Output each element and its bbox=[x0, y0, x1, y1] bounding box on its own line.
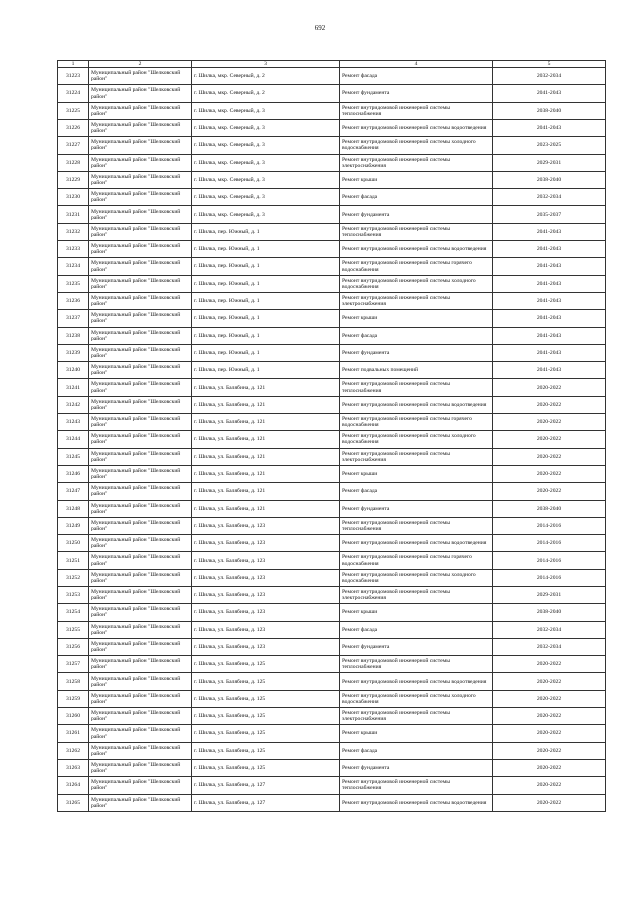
row-number-cell: 31251 bbox=[58, 552, 89, 569]
municipality-cell: Муниципальный район "Шелковский район" bbox=[89, 137, 192, 154]
work-type-cell: Ремонт крыши bbox=[340, 465, 493, 482]
work-type-cell: Ремонт фасада bbox=[340, 742, 493, 759]
work-type-cell: Ремонт фасада bbox=[340, 68, 493, 85]
table-row bbox=[58, 517, 606, 534]
row-number-cell: 31236 bbox=[58, 292, 89, 309]
address-cell: г. Шилка, пер. Южный, д. 1 bbox=[192, 241, 340, 258]
table-row bbox=[58, 171, 606, 188]
municipality-cell: Муниципальный район "Шелковский район" bbox=[89, 431, 192, 448]
address-cell: г. Шилка, ул. Балябина, д. 123 bbox=[192, 604, 340, 621]
address-cell: г. Шилка, пер. Южный, д. 1 bbox=[192, 275, 340, 292]
address-cell: г. Шилка, пер. Южный, д. 1 bbox=[192, 310, 340, 327]
row-number-cell: 31258 bbox=[58, 673, 89, 690]
period-cell: 2014-2016 bbox=[493, 535, 606, 552]
row-number-cell: 31231 bbox=[58, 206, 89, 223]
municipality-cell: Муниципальный район "Шелковский район" bbox=[89, 189, 192, 206]
row-number-cell: 31244 bbox=[58, 431, 89, 448]
period-cell: 2032-2034 bbox=[493, 621, 606, 638]
row-number-cell: 31224 bbox=[58, 85, 89, 102]
municipality-cell: Муниципальный район "Шелковский район" bbox=[89, 292, 192, 309]
municipality-cell: Муниципальный район "Шелковский район" bbox=[89, 241, 192, 258]
table-row bbox=[58, 569, 606, 586]
municipality-cell: Муниципальный район "Шелковский район" bbox=[89, 638, 192, 655]
address-cell: г. Шилка, мкр. Северный, д. 3 bbox=[192, 119, 340, 136]
work-type-cell: Ремонт внутридомовой инженерной системы электроснабжения bbox=[340, 154, 493, 171]
table-row bbox=[58, 656, 606, 673]
work-type-cell: Ремонт фундамента bbox=[340, 759, 493, 776]
table-row bbox=[58, 448, 606, 465]
period-cell: 2029-2031 bbox=[493, 587, 606, 604]
row-number-cell: 31234 bbox=[58, 258, 89, 275]
row-number-cell: 31242 bbox=[58, 396, 89, 413]
period-cell: 2038-2040 bbox=[493, 500, 606, 517]
row-number-cell: 31265 bbox=[58, 794, 89, 811]
work-type-cell: Ремонт внутридомовой инженерной системы холодного водоснабжения bbox=[340, 137, 493, 154]
work-type-cell: Ремонт внутридомовой инженерной системы теплоснабжения bbox=[340, 777, 493, 794]
period-cell: 2020-2022 bbox=[493, 759, 606, 776]
table-row bbox=[58, 154, 606, 171]
period-cell: 2020-2022 bbox=[493, 708, 606, 725]
work-type-cell: Ремонт крыши bbox=[340, 171, 493, 188]
header-row bbox=[58, 61, 606, 68]
period-cell: 2020-2022 bbox=[493, 414, 606, 431]
address-cell: г. Шилка, ул. Балябина, д. 121 bbox=[192, 483, 340, 500]
work-type-cell: Ремонт фасада bbox=[340, 483, 493, 500]
work-type-cell: Ремонт внутридомовой инженерной системы теплоснабжения bbox=[340, 102, 493, 119]
work-type-cell: Ремонт внутридомовой инженерной системы горячего водоснабжения bbox=[340, 258, 493, 275]
work-type-cell: Ремонт фундамента bbox=[340, 638, 493, 655]
municipality-cell: Муниципальный район "Шелковский район" bbox=[89, 414, 192, 431]
address-cell: г. Шилка, ул. Балябина, д. 127 bbox=[192, 777, 340, 794]
work-type-cell: Ремонт внутридомовой инженерной системы теплоснабжения bbox=[340, 379, 493, 396]
work-type-cell: Ремонт внутридомовой инженерной системы горячего водоснабжения bbox=[340, 552, 493, 569]
address-cell: г. Шилка, ул. Балябина, д. 125 bbox=[192, 759, 340, 776]
period-cell: 2020-2022 bbox=[493, 742, 606, 759]
work-type-cell: Ремонт фундамента bbox=[340, 344, 493, 361]
table-row bbox=[58, 604, 606, 621]
municipality-cell: Муниципальный район "Шелковский район" bbox=[89, 673, 192, 690]
address-cell: г. Шилка, ул. Балябина, д. 121 bbox=[192, 414, 340, 431]
row-number-cell: 31233 bbox=[58, 241, 89, 258]
row-number-cell: 31252 bbox=[58, 569, 89, 586]
address-cell: г. Шилка, ул. Балябина, д. 125 bbox=[192, 690, 340, 707]
row-number-cell: 31246 bbox=[58, 465, 89, 482]
table-row bbox=[58, 275, 606, 292]
address-cell: г. Шилка, ул. Балябина, д. 121 bbox=[192, 448, 340, 465]
row-number-cell: 31227 bbox=[58, 137, 89, 154]
municipality-cell: Муниципальный район "Шелковский район" bbox=[89, 742, 192, 759]
table-row bbox=[58, 777, 606, 794]
address-cell: г. Шилка, ул. Балябина, д. 125 bbox=[192, 725, 340, 742]
address-cell: г. Шилка, пер. Южный, д. 1 bbox=[192, 344, 340, 361]
municipality-cell: Муниципальный район "Шелковский район" bbox=[89, 759, 192, 776]
row-number-cell: 31243 bbox=[58, 414, 89, 431]
work-type-cell: Ремонт внутридомовой инженерной системы электроснабжения bbox=[340, 587, 493, 604]
period-cell: 2038-2040 bbox=[493, 102, 606, 119]
work-type-cell: Ремонт внутридомовой инженерной системы водоотведения bbox=[340, 794, 493, 811]
table-row bbox=[58, 483, 606, 500]
address-cell: г. Шилка, ул. Балябина, д. 121 bbox=[192, 379, 340, 396]
period-cell: 2014-2016 bbox=[493, 552, 606, 569]
row-number-cell: 31232 bbox=[58, 223, 89, 240]
municipality-cell: Муниципальный район "Шелковский район" bbox=[89, 85, 192, 102]
address-cell: г. Шилка, ул. Балябина, д. 121 bbox=[192, 396, 340, 413]
work-type-cell: Ремонт внутридомовой инженерной системы водоотведения bbox=[340, 396, 493, 413]
table-row bbox=[58, 587, 606, 604]
municipality-cell: Муниципальный район "Шелковский район" bbox=[89, 362, 192, 379]
address-cell: г. Шилка, ул. Балябина, д. 125 bbox=[192, 742, 340, 759]
address-cell: г. Шилка, мкр. Северный, д. 3 bbox=[192, 137, 340, 154]
address-cell: г. Шилка, ул. Балябина, д. 123 bbox=[192, 552, 340, 569]
work-type-cell: Ремонт фундамента bbox=[340, 85, 493, 102]
period-cell: 2041-2043 bbox=[493, 241, 606, 258]
address-cell: г. Шилка, мкр. Северный, д. 2 bbox=[192, 68, 340, 85]
municipality-cell: Муниципальный район "Шелковский район" bbox=[89, 708, 192, 725]
table-row bbox=[58, 119, 606, 136]
period-cell: 2041-2043 bbox=[493, 292, 606, 309]
row-number-cell: 31254 bbox=[58, 604, 89, 621]
table-row bbox=[58, 552, 606, 569]
table-row bbox=[58, 362, 606, 379]
municipality-cell: Муниципальный район "Шелковский район" bbox=[89, 68, 192, 85]
address-cell: г. Шилка, мкр. Северный, д. 2 bbox=[192, 85, 340, 102]
municipality-cell: Муниципальный район "Шелковский район" bbox=[89, 656, 192, 673]
municipality-cell: Муниципальный район "Шелковский район" bbox=[89, 690, 192, 707]
municipality-cell: Муниципальный район "Шелковский район" bbox=[89, 535, 192, 552]
address-cell: г. Шилка, ул. Балябина, д. 123 bbox=[192, 517, 340, 534]
table-row bbox=[58, 241, 606, 258]
municipality-cell: Муниципальный район "Шелковский район" bbox=[89, 275, 192, 292]
table-row bbox=[58, 189, 606, 206]
work-type-cell: Ремонт внутридомовой инженерной системы водоотведения bbox=[340, 535, 493, 552]
row-number-cell: 31229 bbox=[58, 171, 89, 188]
table-row bbox=[58, 102, 606, 119]
work-type-cell: Ремонт внутридомовой инженерной системы холодного водоснабжения bbox=[340, 275, 493, 292]
period-cell: 2020-2022 bbox=[493, 690, 606, 707]
row-number-cell: 31256 bbox=[58, 638, 89, 655]
period-cell: 2038-2040 bbox=[493, 604, 606, 621]
table-row bbox=[58, 794, 606, 811]
table-row bbox=[58, 414, 606, 431]
municipality-cell: Муниципальный район "Шелковский район" bbox=[89, 552, 192, 569]
row-number-cell: 31262 bbox=[58, 742, 89, 759]
table-row bbox=[58, 292, 606, 309]
row-number-cell: 31260 bbox=[58, 708, 89, 725]
page-number: 692 bbox=[314, 24, 326, 32]
address-cell: г. Шилка, ул. Балябина, д. 125 bbox=[192, 656, 340, 673]
row-number-cell: 31230 bbox=[58, 189, 89, 206]
work-type-cell: Ремонт фундамента bbox=[340, 206, 493, 223]
row-number-cell: 31241 bbox=[58, 379, 89, 396]
address-cell: г. Шилка, ул. Балябина, д. 125 bbox=[192, 673, 340, 690]
row-number-cell: 31263 bbox=[58, 759, 89, 776]
address-cell: г. Шилка, мкр. Северный, д. 3 bbox=[192, 206, 340, 223]
table-row bbox=[58, 310, 606, 327]
period-cell: 2032-2034 bbox=[493, 638, 606, 655]
work-type-cell: Ремонт фасада bbox=[340, 327, 493, 344]
table-row bbox=[58, 344, 606, 361]
table-row bbox=[58, 68, 606, 85]
municipality-cell: Муниципальный район "Шелковский район" bbox=[89, 621, 192, 638]
period-cell: 2020-2022 bbox=[493, 777, 606, 794]
table-row bbox=[58, 327, 606, 344]
row-number-cell: 31235 bbox=[58, 275, 89, 292]
address-cell: г. Шилка, мкр. Северный, д. 3 bbox=[192, 189, 340, 206]
table-row bbox=[58, 621, 606, 638]
work-type-cell: Ремонт внутридомовой инженерной системы горячего водоснабжения bbox=[340, 414, 493, 431]
address-cell: г. Шилка, ул. Балябина, д. 121 bbox=[192, 500, 340, 517]
row-number-cell: 31249 bbox=[58, 517, 89, 534]
municipality-cell: Муниципальный район "Шелковский район" bbox=[89, 102, 192, 119]
table-header bbox=[58, 61, 606, 68]
row-number-cell: 31253 bbox=[58, 587, 89, 604]
row-number-cell: 31225 bbox=[58, 102, 89, 119]
work-type-cell: Ремонт крыши bbox=[340, 604, 493, 621]
work-type-cell: Ремонт крыши bbox=[340, 725, 493, 742]
period-cell: 2041-2043 bbox=[493, 258, 606, 275]
address-cell: г. Шилка, мкр. Северный, д. 3 bbox=[192, 154, 340, 171]
work-type-cell: Ремонт внутридомовой инженерной системы теплоснабжения bbox=[340, 656, 493, 673]
work-type-cell: Ремонт подвальных помещений bbox=[340, 362, 493, 379]
header-col-5: 5 bbox=[493, 61, 606, 68]
row-number-cell: 31238 bbox=[58, 327, 89, 344]
address-cell: г. Шилка, мкр. Северный, д. 3 bbox=[192, 102, 340, 119]
table-row bbox=[58, 690, 606, 707]
work-type-cell: Ремонт внутридомовой инженерной системы водоотведения bbox=[340, 119, 493, 136]
municipality-cell: Муниципальный район "Шелковский район" bbox=[89, 569, 192, 586]
address-cell: г. Шилка, ул. Балябина, д. 123 bbox=[192, 638, 340, 655]
period-cell: 2041-2043 bbox=[493, 119, 606, 136]
row-number-cell: 31264 bbox=[58, 777, 89, 794]
address-cell: г. Шилка, мкр. Северный, д. 3 bbox=[192, 171, 340, 188]
period-cell: 2020-2022 bbox=[493, 673, 606, 690]
period-cell: 2038-2040 bbox=[493, 171, 606, 188]
period-cell: 2014-2016 bbox=[493, 517, 606, 534]
work-type-cell: Ремонт внутридомовой инженерной системы холодного водоснабжения bbox=[340, 569, 493, 586]
address-cell: г. Шилка, ул. Балябина, д. 121 bbox=[192, 465, 340, 482]
period-cell: 2014-2016 bbox=[493, 569, 606, 586]
municipality-cell: Муниципальный район "Шелковский район" bbox=[89, 465, 192, 482]
period-cell: 2041-2043 bbox=[493, 344, 606, 361]
municipality-cell: Муниципальный район "Шелковский район" bbox=[89, 396, 192, 413]
address-cell: г. Шилка, ул. Балябина, д. 121 bbox=[192, 431, 340, 448]
municipality-cell: Муниципальный район "Шелковский район" bbox=[89, 154, 192, 171]
work-type-cell: Ремонт внутридомовой инженерной системы теплоснабжения bbox=[340, 517, 493, 534]
period-cell: 2020-2022 bbox=[493, 396, 606, 413]
municipality-cell: Муниципальный район "Шелковский район" bbox=[89, 725, 192, 742]
row-number-cell: 31261 bbox=[58, 725, 89, 742]
row-number-cell: 31237 bbox=[58, 310, 89, 327]
table-row bbox=[58, 759, 606, 776]
period-cell: 2020-2022 bbox=[493, 656, 606, 673]
municipality-cell: Муниципальный район "Шелковский район" bbox=[89, 258, 192, 275]
period-cell: 2020-2022 bbox=[493, 483, 606, 500]
row-number-cell: 31245 bbox=[58, 448, 89, 465]
register-table bbox=[57, 60, 606, 812]
work-type-cell: Ремонт внутридомовой инженерной системы водоотведения bbox=[340, 673, 493, 690]
work-type-cell: Ремонт внутридомовой инженерной системы водоотведения bbox=[340, 241, 493, 258]
work-type-cell: Ремонт внутридомовой инженерной системы электроснабжения bbox=[340, 448, 493, 465]
table-row bbox=[58, 223, 606, 240]
municipality-cell: Муниципальный район "Шелковский район" bbox=[89, 119, 192, 136]
header-col-2: 2 bbox=[89, 61, 192, 68]
period-cell: 2020-2022 bbox=[493, 794, 606, 811]
period-cell: 2041-2043 bbox=[493, 275, 606, 292]
period-cell: 2020-2022 bbox=[493, 448, 606, 465]
period-cell: 2041-2043 bbox=[493, 327, 606, 344]
address-cell: г. Шилка, ул. Балябина, д. 123 bbox=[192, 621, 340, 638]
municipality-cell: Муниципальный район "Шелковский район" bbox=[89, 379, 192, 396]
row-number-cell: 31248 bbox=[58, 500, 89, 517]
period-cell: 2020-2022 bbox=[493, 725, 606, 742]
address-cell: г. Шилка, пер. Южный, д. 1 bbox=[192, 223, 340, 240]
table-row bbox=[58, 379, 606, 396]
period-cell: 2032-2034 bbox=[493, 68, 606, 85]
header-col-1: 1 bbox=[58, 61, 89, 68]
table-row bbox=[58, 500, 606, 517]
period-cell: 2023-2025 bbox=[493, 137, 606, 154]
work-type-cell: Ремонт фасада bbox=[340, 621, 493, 638]
address-cell: г. Шилка, ул. Балябина, д. 123 bbox=[192, 535, 340, 552]
table-row bbox=[58, 85, 606, 102]
municipality-cell: Муниципальный район "Шелковский район" bbox=[89, 604, 192, 621]
municipality-cell: Муниципальный район "Шелковский район" bbox=[89, 777, 192, 794]
municipality-cell: Муниципальный район "Шелковский район" bbox=[89, 327, 192, 344]
work-type-cell: Ремонт крыши bbox=[340, 310, 493, 327]
table-row bbox=[58, 535, 606, 552]
address-cell: г. Шилка, ул. Балябина, д. 127 bbox=[192, 794, 340, 811]
address-cell: г. Шилка, пер. Южный, д. 1 bbox=[192, 292, 340, 309]
header-col-3: 3 bbox=[192, 61, 340, 68]
municipality-cell: Муниципальный район "Шелковский район" bbox=[89, 794, 192, 811]
work-type-cell: Ремонт внутридомовой инженерной системы электроснабжения bbox=[340, 292, 493, 309]
municipality-cell: Муниципальный район "Шелковский район" bbox=[89, 171, 192, 188]
row-number-cell: 31228 bbox=[58, 154, 89, 171]
row-number-cell: 31240 bbox=[58, 362, 89, 379]
table-row bbox=[58, 708, 606, 725]
row-number-cell: 31257 bbox=[58, 656, 89, 673]
table-row bbox=[58, 638, 606, 655]
table-row bbox=[58, 396, 606, 413]
municipality-cell: Муниципальный район "Шелковский район" bbox=[89, 587, 192, 604]
address-cell: г. Шилка, ул. Балябина, д. 123 bbox=[192, 587, 340, 604]
work-type-cell: Ремонт фасада bbox=[340, 189, 493, 206]
period-cell: 2029-2031 bbox=[493, 154, 606, 171]
municipality-cell: Муниципальный район "Шелковский район" bbox=[89, 483, 192, 500]
work-type-cell: Ремонт внутридомовой инженерной системы холодного водоснабжения bbox=[340, 690, 493, 707]
table-row bbox=[58, 465, 606, 482]
table-row bbox=[58, 431, 606, 448]
address-cell: г. Шилка, пер. Южный, д. 1 bbox=[192, 362, 340, 379]
municipality-cell: Муниципальный район "Шелковский район" bbox=[89, 206, 192, 223]
work-type-cell: Ремонт внутридомовой инженерной системы холодного водоснабжения bbox=[340, 431, 493, 448]
municipality-cell: Муниципальный район "Шелковский район" bbox=[89, 448, 192, 465]
address-cell: г. Шилка, ул. Балябина, д. 123 bbox=[192, 569, 340, 586]
municipality-cell: Муниципальный район "Шелковский район" bbox=[89, 223, 192, 240]
address-cell: г. Шилка, пер. Южный, д. 1 bbox=[192, 327, 340, 344]
work-type-cell: Ремонт фундамента bbox=[340, 500, 493, 517]
work-type-cell: Ремонт внутридомовой инженерной системы электроснабжения bbox=[340, 708, 493, 725]
period-cell: 2020-2022 bbox=[493, 431, 606, 448]
municipality-cell: Муниципальный район "Шелковский район" bbox=[89, 344, 192, 361]
row-number-cell: 31247 bbox=[58, 483, 89, 500]
row-number-cell: 31239 bbox=[58, 344, 89, 361]
table-row bbox=[58, 742, 606, 759]
period-cell: 2041-2043 bbox=[493, 85, 606, 102]
row-number-cell: 31255 bbox=[58, 621, 89, 638]
period-cell: 2041-2043 bbox=[493, 223, 606, 240]
period-cell: 2032-2034 bbox=[493, 189, 606, 206]
table-row bbox=[58, 673, 606, 690]
row-number-cell: 31226 bbox=[58, 119, 89, 136]
header-col-4: 4 bbox=[340, 61, 493, 68]
municipality-cell: Муниципальный район "Шелковский район" bbox=[89, 517, 192, 534]
work-type-cell: Ремонт внутридомовой инженерной системы теплоснабжения bbox=[340, 223, 493, 240]
municipality-cell: Муниципальный район "Шелковский район" bbox=[89, 500, 192, 517]
row-number-cell: 31223 bbox=[58, 68, 89, 85]
period-cell: 2020-2022 bbox=[493, 379, 606, 396]
address-cell: г. Шилка, пер. Южный, д. 1 bbox=[192, 258, 340, 275]
table-row bbox=[58, 258, 606, 275]
table-row bbox=[58, 137, 606, 154]
table-row bbox=[58, 206, 606, 223]
period-cell: 2020-2022 bbox=[493, 465, 606, 482]
row-number-cell: 31250 bbox=[58, 535, 89, 552]
period-cell: 2035-2037 bbox=[493, 206, 606, 223]
table-body bbox=[58, 68, 606, 812]
period-cell: 2041-2043 bbox=[493, 310, 606, 327]
row-number-cell: 31259 bbox=[58, 690, 89, 707]
period-cell: 2041-2043 bbox=[493, 362, 606, 379]
address-cell: г. Шилка, ул. Балябина, д. 125 bbox=[192, 708, 340, 725]
table-row bbox=[58, 725, 606, 742]
municipality-cell: Муниципальный район "Шелковский район" bbox=[89, 310, 192, 327]
